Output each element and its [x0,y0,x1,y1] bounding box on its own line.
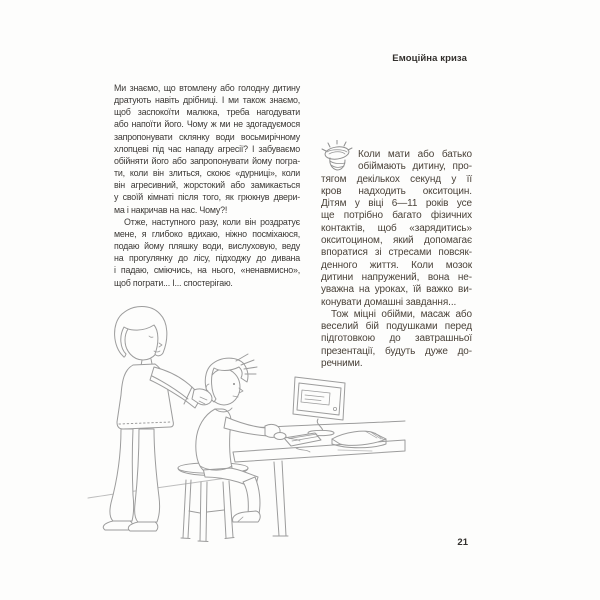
text-line: окситоцином, який допомагає [321,235,472,247]
text-line: або напоїти його. Чому ж ми не здогадуємося [114,119,300,130]
text-line: контактів, щоб «зарядитись» [321,222,472,234]
lightbulb-icon [320,140,356,174]
paragraph [114,82,300,216]
text-line: речними. [321,358,363,370]
text-line: презентації, будуть дуже до- [321,345,472,357]
mother-figure [103,307,212,532]
text-line: Отже, наступного разу, коли він роздратує [124,216,300,227]
text-line: обійняти його або запропонувати йому погра- [114,155,300,166]
text-line: Дітям у віці 6—11 років усе [321,198,472,210]
text-line: ще потрібно багато фізичних [321,210,472,222]
text-line: на прогулянку до лісу, підходжу до дивана [114,253,300,264]
text-line: Ми знаємо, що втомлену або голодну дитину [114,83,300,93]
text-line: дратують навіть дрібниці. І ми також знаємо, [114,95,300,106]
paragraph [114,216,300,289]
text-line: підготовкою до завтрашньої [321,333,472,345]
text-line: конувати домашні завдання... [321,296,457,308]
text-line: ти, коли він злиться, скоює «дурниці», коли [114,168,300,179]
text-line: Тож міцні обійми, масаж або [331,308,472,320]
text-line: уважна на уроках, їй важко ви- [321,284,472,296]
text-line: запропонувати склянку води восьмирічному [114,131,300,142]
text-line: обіймають дитину, про- [358,161,472,173]
text-line: кров надходить окситоцин. [321,185,472,197]
text-line: мене, я глибоко вдихаю, ніжно посміхаюся, [114,228,300,239]
monitor [293,377,345,436]
text-line: він агресивний, жорстокий або замикається [114,180,300,191]
text-line: щоб пограти... І... спостерігаю. [114,277,233,288]
text-line: веселий бій подушками перед [321,321,472,333]
running-head: Емоційна криза [392,53,467,64]
text-line: і падаю, сміючись, на нього, «ненавмисно», [114,265,300,276]
text-line: щоб заспокоїти малюка, треба нагодувати [114,107,300,118]
text-line: у своїй кімнаті після того, як грюкнув двери- [114,192,300,203]
left-text-column [114,82,300,289]
mouse [274,433,286,440]
text-line: дитини напружений, вона не- [321,271,472,283]
floor-line [88,477,234,498]
text-line: впоратися зі стресами повсяк- [321,247,472,259]
text-line: Коли мати або батько [358,149,472,160]
text-line: подаю йому пляшку води, вислуховую, веду [114,241,300,252]
text-line: денного життя. Коли мозок [321,259,472,271]
text-line: тягом декількох секунд у її [321,173,472,185]
text-line: хлопцеві під час нападу агресії? І забуваємо [114,143,300,154]
illustration-mother-massaging-child-at-computer [72,305,407,550]
text-line: ма і накричав на нас. Чому?! [114,204,228,215]
page-number: 21 [457,537,468,548]
